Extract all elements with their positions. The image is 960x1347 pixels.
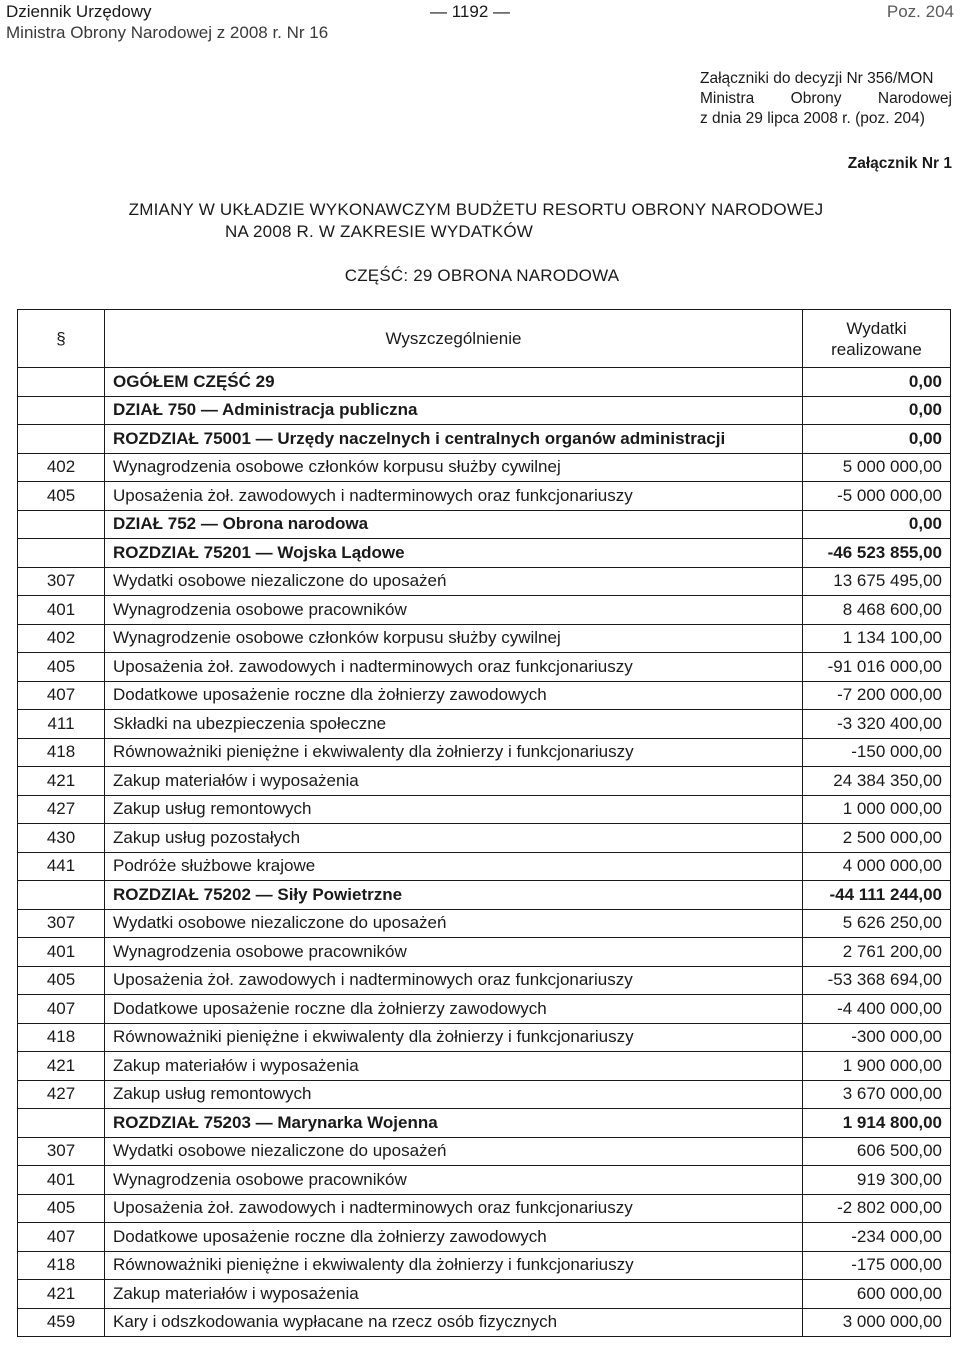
table-body	[18, 368, 951, 1337]
row-amount: -150 000,00	[803, 738, 951, 767]
row-amount: -91 016 000,00	[803, 653, 951, 682]
header-paragraph: §	[18, 310, 105, 368]
section-title: CZĘŚĆ: 29 OBRONA NARODOWA	[344, 266, 620, 285]
row-amount: -300 000,00	[803, 1023, 951, 1052]
row-description: Równoważniki pieniężne i ekwiwalenty dla żołnierzy i funkcjonariuszy	[105, 1251, 803, 1280]
row-paragraph-code: 418	[18, 1251, 105, 1280]
row-description: DZIAŁ 750 — Administracja publiczna	[105, 396, 803, 425]
row-paragraph-code: 402	[18, 453, 105, 482]
expenditure-table	[17, 309, 951, 1337]
row-paragraph-code: 405	[18, 966, 105, 995]
row-description: Dodatkowe uposażenie roczne dla żołnierzy zawodowych	[105, 681, 803, 710]
row-description: OGÓŁEM CZĘŚĆ 29	[105, 368, 803, 397]
row-description: Uposażenia żoł. zawodowych i nadterminowych oraz funkcjonariuszy	[105, 966, 803, 995]
row-description: Równoważniki pieniężne i ekwiwalenty dla żołnierzy i funkcjonariuszy	[105, 1023, 803, 1052]
table-row	[18, 738, 951, 767]
row-description: Zakup usług remontowych	[105, 795, 803, 824]
header-description: Wyszczególnienie	[105, 310, 803, 368]
table-row	[18, 567, 951, 596]
row-description: ROZDZIAŁ 75203 — Marynarka Wojenna	[105, 1109, 803, 1138]
table-row	[18, 425, 951, 454]
row-paragraph-code	[18, 425, 105, 454]
row-paragraph-code: 459	[18, 1308, 105, 1337]
row-description: Równoważniki pieniężne i ekwiwalenty dla żołnierzy i funkcjonariuszy	[105, 738, 803, 767]
row-paragraph-code: 427	[18, 1080, 105, 1109]
row-paragraph-code: 418	[18, 1023, 105, 1052]
row-amount: 5 626 250,00	[803, 909, 951, 938]
table-row	[18, 1194, 951, 1223]
table-row	[18, 767, 951, 796]
row-amount: 3 000 000,00	[803, 1308, 951, 1337]
header-amount	[803, 310, 951, 368]
header-amount-line-1: Wydatki	[846, 318, 907, 338]
row-amount: 1 900 000,00	[803, 1052, 951, 1081]
table-row	[18, 396, 951, 425]
row-description: Uposażenia żoł. zawodowych i nadterminowych oraz funkcjonariuszy	[105, 482, 803, 511]
row-paragraph-code: 307	[18, 567, 105, 596]
row-paragraph-code: 307	[18, 1137, 105, 1166]
row-amount: 0,00	[803, 425, 951, 454]
row-amount: 4 000 000,00	[803, 852, 951, 881]
row-amount: -46 523 855,00	[803, 539, 951, 568]
row-amount: 606 500,00	[803, 1137, 951, 1166]
row-amount: -4 400 000,00	[803, 995, 951, 1024]
row-amount: 600 000,00	[803, 1280, 951, 1309]
annex-line-1: Załączniki do decyzji Nr 356/MON	[700, 70, 934, 87]
row-description: Zakup usług pozostałych	[105, 824, 803, 853]
table-row	[18, 453, 951, 482]
row-description: Wydatki osobowe niezaliczone do uposażeń	[105, 909, 803, 938]
row-description: Wynagrodzenia osobowe pracowników	[105, 1166, 803, 1195]
row-paragraph-code	[18, 396, 105, 425]
row-amount: 13 675 495,00	[803, 567, 951, 596]
table-row	[18, 539, 951, 568]
page-number-value: 1192	[451, 2, 489, 21]
row-amount: 0,00	[803, 510, 951, 539]
table-row	[18, 795, 951, 824]
table-row	[18, 995, 951, 1024]
row-amount: -7 200 000,00	[803, 681, 951, 710]
row-description: Wynagrodzenia osobowe pracowników	[105, 596, 803, 625]
table-row	[18, 710, 951, 739]
table-row	[18, 1308, 951, 1337]
row-amount: 2 761 200,00	[803, 938, 951, 967]
row-paragraph-code: 421	[18, 767, 105, 796]
row-paragraph-code: 405	[18, 1194, 105, 1223]
journal-title: Dziennik Urzędowy	[6, 2, 152, 21]
row-paragraph-code: 407	[18, 995, 105, 1024]
row-description: ROZDZIAŁ 75202 — Siły Powietrzne	[105, 881, 803, 910]
header-amount-line-2: realizowane	[831, 339, 922, 359]
annex-line-2-word-2: Obrony	[790, 90, 842, 107]
row-amount: 3 670 000,00	[803, 1080, 951, 1109]
table-row	[18, 1251, 951, 1280]
table-row	[18, 482, 951, 511]
row-description: Wynagrodzenia osobowe członków korpusu służby cywilnej	[105, 453, 803, 482]
row-amount: 919 300,00	[803, 1166, 951, 1195]
row-amount: -44 111 244,00	[803, 881, 951, 910]
position-number: Poz. 204	[886, 2, 954, 21]
row-paragraph-code: 418	[18, 738, 105, 767]
table-row	[18, 1023, 951, 1052]
annex-line-2-word-1: Ministra	[700, 90, 755, 107]
row-amount: 1 914 800,00	[803, 1109, 951, 1138]
row-paragraph-code: 401	[18, 1166, 105, 1195]
row-amount: 8 468 600,00	[803, 596, 951, 625]
row-description: Dodatkowe uposażenie roczne dla żołnierzy zawodowych	[105, 1223, 803, 1252]
table-row	[18, 824, 951, 853]
row-description: ROZDZIAŁ 75001 — Urzędy naczelnych i centralnych organów administracji	[105, 425, 803, 454]
row-amount: -2 802 000,00	[803, 1194, 951, 1223]
row-paragraph-code: 405	[18, 482, 105, 511]
row-amount: 24 384 350,00	[803, 767, 951, 796]
row-paragraph-code: 441	[18, 852, 105, 881]
row-paragraph-code: 421	[18, 1280, 105, 1309]
table-row	[18, 881, 951, 910]
table-row	[18, 1137, 951, 1166]
table-row	[18, 653, 951, 682]
row-paragraph-code: 307	[18, 909, 105, 938]
annex-note	[700, 69, 952, 129]
row-description: ROZDZIAŁ 75201 — Wojska Lądowe	[105, 539, 803, 568]
row-amount: -53 368 694,00	[803, 966, 951, 995]
row-amount: -3 320 400,00	[803, 710, 951, 739]
row-amount: 2 500 000,00	[803, 824, 951, 853]
table-row	[18, 966, 951, 995]
page-number: — 1192 —	[429, 2, 511, 21]
table-row	[18, 909, 951, 938]
annex-line-2-word-3: Narodowej	[877, 90, 952, 107]
row-description: DZIAŁ 752 — Obrona narodowa	[105, 510, 803, 539]
row-amount: 5 000 000,00	[803, 453, 951, 482]
row-description: Zakup materiałów i wyposażenia	[105, 1280, 803, 1309]
table-row	[18, 368, 951, 397]
table-row	[18, 596, 951, 625]
row-amount: -175 000,00	[803, 1251, 951, 1280]
row-paragraph-code: 407	[18, 1223, 105, 1252]
row-paragraph-code: 402	[18, 624, 105, 653]
row-amount: 1 000 000,00	[803, 795, 951, 824]
row-paragraph-code: 405	[18, 653, 105, 682]
row-description: Zakup materiałów i wyposażenia	[105, 1052, 803, 1081]
row-description: Uposażenia żoł. zawodowych i nadterminowych oraz funkcjonariuszy	[105, 653, 803, 682]
row-paragraph-code: 430	[18, 824, 105, 853]
running-header-left	[6, 1, 328, 43]
row-paragraph-code	[18, 368, 105, 397]
row-paragraph-code: 421	[18, 1052, 105, 1081]
table-row	[18, 624, 951, 653]
annex-label: Załącznik Nr 1	[847, 155, 952, 172]
annex-line-3: z dnia 29 lipca 2008 r. (poz. 204)	[700, 110, 925, 127]
row-paragraph-code: 407	[18, 681, 105, 710]
table-row	[18, 1080, 951, 1109]
row-description: Wydatki osobowe niezaliczone do uposażeń	[105, 567, 803, 596]
row-description: Wynagrodzenie osobowe członków korpusu służby cywilnej	[105, 624, 803, 653]
table-row	[18, 510, 951, 539]
row-paragraph-code	[18, 510, 105, 539]
row-paragraph-code	[18, 539, 105, 568]
row-amount: 0,00	[803, 396, 951, 425]
annex-line-2	[700, 89, 952, 109]
table-row	[18, 938, 951, 967]
table-row	[18, 1166, 951, 1195]
row-paragraph-code: 427	[18, 795, 105, 824]
row-amount: 1 134 100,00	[803, 624, 951, 653]
journal-issue: Ministra Obrony Narodowej z 2008 r. Nr 16	[6, 23, 329, 42]
table-header-row	[18, 310, 951, 368]
table-row	[18, 1109, 951, 1138]
row-description: Zakup usług remontowych	[105, 1080, 803, 1109]
document-title-line-2: NA 2008 R. W ZAKRESIE WYDATKÓW	[225, 222, 533, 241]
row-description: Zakup materiałów i wyposażenia	[105, 767, 803, 796]
row-paragraph-code	[18, 1109, 105, 1138]
row-description: Wynagrodzenia osobowe pracowników	[105, 938, 803, 967]
row-description: Składki na ubezpieczenia społeczne	[105, 710, 803, 739]
row-amount: -234 000,00	[803, 1223, 951, 1252]
row-description: Uposażenia żoł. zawodowych i nadterminowych oraz funkcjonariuszy	[105, 1194, 803, 1223]
row-paragraph-code: 401	[18, 596, 105, 625]
row-description: Podróże służbowe krajowe	[105, 852, 803, 881]
row-amount: 0,00	[803, 368, 951, 397]
row-description: Kary i odszkodowania wypłacane na rzecz osób fizycznych	[105, 1308, 803, 1337]
document-title-line-1: ZMIANY W UKŁADZIE WYKONAWCZYM BUDŻETU RESORTU OBRONY NARODOWEJ	[128, 200, 824, 219]
row-paragraph-code	[18, 881, 105, 910]
row-paragraph-code: 401	[18, 938, 105, 967]
row-paragraph-code: 411	[18, 710, 105, 739]
table-row	[18, 852, 951, 881]
row-amount: -5 000 000,00	[803, 482, 951, 511]
table-row	[18, 1052, 951, 1081]
table-row	[18, 1280, 951, 1309]
table-row	[18, 681, 951, 710]
row-description: Dodatkowe uposażenie roczne dla żołnierzy zawodowych	[105, 995, 803, 1024]
row-description: Wydatki osobowe niezaliczone do uposażeń	[105, 1137, 803, 1166]
table-row	[18, 1223, 951, 1252]
